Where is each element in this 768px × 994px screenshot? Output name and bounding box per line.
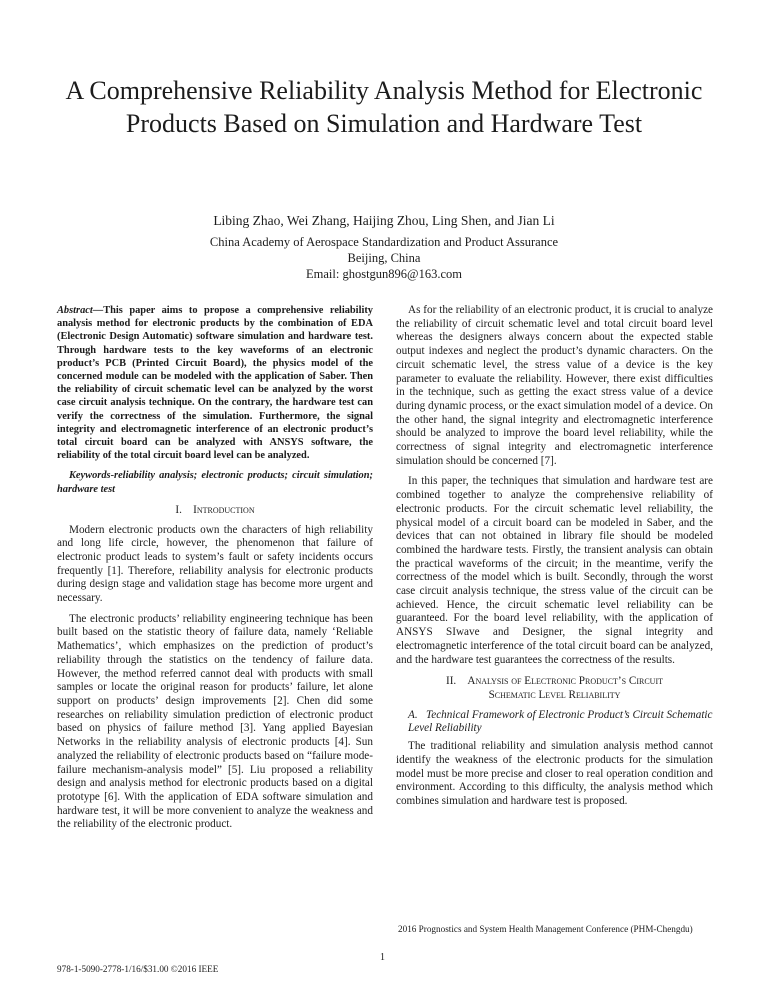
affiliation: China Academy of Aerospace Standardization and Product Assurance [209, 235, 559, 249]
body-paragraph: In this paper, the techniques that simulation and hardware test are combined together to analyze the comprehensive reliability of electronic products. For the circuit schematic level reliability, the physical model of a circuit board can be modeled in Saber, and the devices that can not obtained in library file should be modeled combined the hardware tests. Firstly, the transient analysis can obtain the practical waveforms of the circuit; in the meantime, verify the correctness of the model which is built. Secondly, through the worst case circuit analysis technique, the stress value of the circuit can be achieved. Hence, the circuit schematic level reliability can be guaranteed. For the board level reliability, with the application of ANSYS SIwave and Designer, the signal integrity and electromagnetic interference of the total circuit board can be analyzed, and the hardware test guarantees the correctness of the results. [396, 475, 713, 666]
paper-title: A Comprehensive Reliability Analysis Method for Electronic Products Based on Simulation and Hardware Test [65, 76, 703, 138]
body-paragraph: The electronic products’ reliability engineering technique has been built based on the statistic theory of failure data, namely ‘Reliable Mathematics’, which emphasizes on the prediction of product’s reliability through the statistics on the tendency of failure data. However, the method referred cannot deal with products with small samples or locate the original reason for products’ failure, let alone support on products’ design improvements [2]. Chen did some researches on reliability simulation prediction of electronic product based on physics of failure method [3]. Yang applied Bayesian Networks in the reliability analysis of electronic products [4]. Sun analyzed the reliability of electronic products based on “failure mode-failure mechanism-analysis model” [5]. Liu proposed a reliability design and analysis method for electronic products based on a digital prototype [6]. With the application of EDA software simulation and hardware test, it will be more convenient to analyze the weakness and the reliability of the electronic product. [57, 612, 373, 831]
subsection-heading [396, 709, 713, 736]
left-column [57, 304, 373, 839]
conference-footer: 2016 Prognostics and System Health Management Conference (PHM-Chengdu) [398, 924, 693, 934]
location: Beijing, China [347, 251, 421, 265]
author-list: Libing Zhao, Wei Zhang, Haijing Zhou, Ling Shen, and Jian Li [213, 213, 555, 228]
body-paragraph: Modern electronic products own the characters of high reliability and long life circle, however, the phenomenon that failure of electronic product leads to system’s fault or safety incidents occurs frequently [1]. Therefore, reliability analysis for electronic products during design stage and validation stage has become more urgent and necessary. [57, 523, 373, 605]
isbn-copyright: 978-1-5090-2778-1/16/$31.00 ©2016 IEEE [57, 964, 219, 974]
page-number: 1 [380, 952, 385, 963]
keywords: Keywords-reliability analysis; electronic products; circuit simulation; hardware test [57, 470, 373, 495]
body-paragraph: The traditional reliability and simulation analysis method cannot identify the weakness of the electronic products for the simulation model must be more precise and closer to real operation condition and environment. According to this difficulty, the analysis method which combines simulation and hardware test is proposed. [396, 740, 713, 807]
section-heading-introduction [57, 504, 373, 518]
abstract-label: Abstract [57, 305, 93, 316]
section-number: I. [175, 503, 182, 516]
section-heading-analysis [396, 675, 713, 702]
section-title-line2: Schematic Level Reliability [488, 688, 621, 701]
abstract [57, 304, 373, 462]
right-column [396, 304, 713, 816]
section-title: Introduction [193, 503, 255, 516]
subsection-label: A. [408, 708, 418, 721]
section-title-line1: Analysis of Electronic Product’s Circuit [467, 675, 664, 688]
email: Email: ghostgun896@163.com [306, 267, 462, 281]
subsection-title: Technical Framework of Electronic Product’s Circuit Schematic Level Reliability [408, 708, 713, 735]
section-number: II. [445, 675, 457, 688]
body-paragraph: As for the reliability of an electronic product, it is crucial to analyze the reliability of circuit schematic level and total circuit board level whereas the designers always concern about the expected stable output indexes and neglect the product’s dynamic characters. On the circuit schematic level, the stress value of a device is the key parameter to evaluate the reliability. However, there exist difficulties in the technique, such as getting the exact stress value of a device during dynamic process, or the exact simulation model of a device. On the other hand, the signal integrity and electromagnetic interference should be analyzed to improve the board level reliability, while the correctness of signal integrity and electromagnetic interference simulation should be concerned [7]. [396, 304, 713, 467]
abstract-text: —This paper aims to propose a comprehensive reliability analysis method for electronic products by the combination of EDA (Electronic Design Automatic) software simulation and hardware test. Through hardware tests to the key waveforms of an electronic product’s PCB (Printed Circuit Board), the physics model of the concerned module can be modeled with the application of Saber. Then the reliability of circuit schematic level can be analyzed by the worst case circuit analysis technique. On the contrary, the hardware test can verify the correctness of the simulation. Furthermore, the signal integrity and electromagnetic interference of an electronic product’s total circuit board can be analyzed with ANSYS software, the reliability of the total circuit board level can be analyzed. [57, 305, 373, 462]
